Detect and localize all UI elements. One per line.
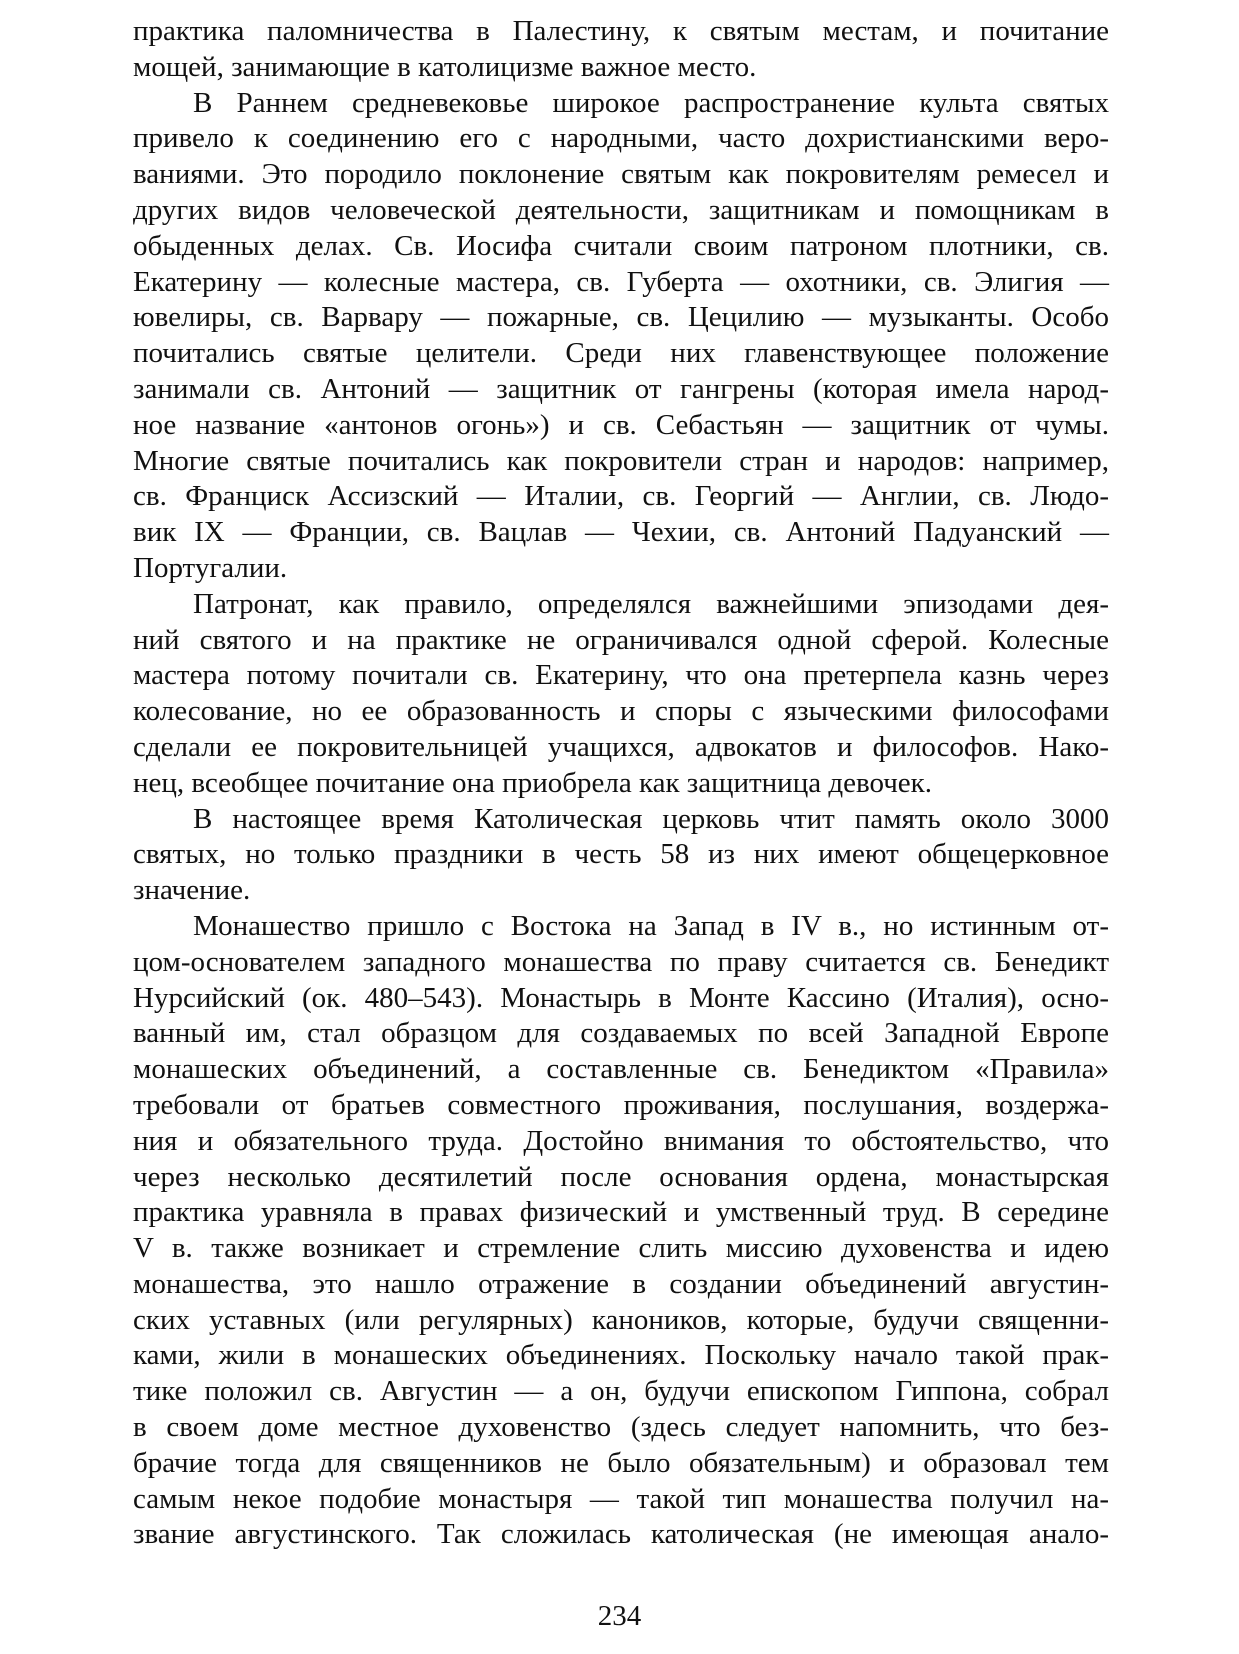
text-line: святых, но только праздники в честь 58 из них имеют общецерковное <box>133 838 1109 871</box>
text-line: Нурсийский (ок. 480–543). Монастырь в Монте Кассино (Италия), осно- <box>133 981 1109 1014</box>
text-line: требовали от братьев совместного проживания, послушания, воздержа- <box>133 1088 1109 1121</box>
text-line: Многие святые почитались как покровители стран и народов: например, <box>133 444 1109 477</box>
text-line: Португалии. <box>133 551 288 584</box>
text-line: Екатерину — колесные мастера, св. Губерта — охотники, св. Элигия — <box>133 265 1109 298</box>
text-line: через несколько десятилетий после основания ордена, монастырская <box>133 1160 1109 1193</box>
text-line: цом-основателем западного монашества по праву считается св. Бенедикт <box>133 945 1109 978</box>
text-line: ских уставных (или регулярных) каноников, которые, будучи священни- <box>133 1303 1109 1336</box>
text-line: ванный им, стал образцом для создаваемых по всей Западной Европе <box>133 1017 1109 1050</box>
text-line: Патронат, как правило, определялся важнейшими эпизодами дея- <box>193 587 1109 620</box>
text-line: вик IX — Франции, св. Вацлав — Чехии, св. Антоний Падуанский — <box>133 516 1109 549</box>
text-line: ювелиры, св. Варвару — пожарные, св. Цецилию — музыканты. Особо <box>133 301 1109 334</box>
text-line: самым некое подобие монастыря — такой тип монашества получил на- <box>133 1482 1109 1515</box>
text-line: Монашество пришло с Востока на Запад в IV в., но истинным от- <box>193 909 1109 942</box>
body-text <box>133 14 1109 1553</box>
text-line: тике положил св. Августин — а он, будучи епископом Гиппона, собрал <box>133 1375 1109 1408</box>
text-line: В Раннем средневековье широкое распространение культа святых <box>193 86 1109 119</box>
text-line: обыденных делах. Св. Иосифа считали своим патроном плотники, св. <box>133 229 1109 262</box>
text-line: почитались святые целители. Среди них главенствующее положение <box>133 337 1109 370</box>
text-line: занимали св. Антоний — защитник от гангрены (которая имела народ- <box>133 372 1109 405</box>
text-line: колесование, но ее образованность и споры с языческими философами <box>133 695 1109 728</box>
text-line: В настоящее время Католическая церковь чтит память около 3000 <box>193 802 1109 835</box>
text-line: брачие тогда для священников не было обязательным) и образовал тем <box>133 1446 1109 1479</box>
text-line: монашеских объединений, а составленные св. Бенедиктом «Правила» <box>133 1053 1109 1086</box>
text-line: ное название «антонов огонь») и св. Себастьян — защитник от чумы. <box>133 408 1109 441</box>
text-line: значение. <box>133 874 251 907</box>
text-line: практика уравняла в правах физический и умственный труд. В середине <box>133 1196 1109 1229</box>
text-line: нец, всеобщее почитание она приобрела как защитница девочек. <box>133 766 933 799</box>
text-line: мощей, занимающие в католицизме важное место. <box>133 50 757 83</box>
text-line: других видов человеческой деятельности, защитникам и помощникам в <box>133 193 1109 226</box>
text-line: в своем доме местное духовенство (здесь следует напомнить, что без- <box>133 1411 1109 1444</box>
text-line: сделали ее покровительницей учащихся, адвокатов и философов. Нако- <box>133 730 1109 763</box>
text-line: мастера потому почитали св. Екатерину, что она претерпела казнь через <box>133 659 1109 692</box>
text-line: V в. также возникает и стремление слить миссию духовенства и идею <box>133 1232 1109 1265</box>
text-line: практика паломничества в Палестину, к святым местам, и почитание <box>133 15 1109 47</box>
text-line: ваниями. Это породило поклонение святым как покровителям ремесел и <box>133 158 1109 191</box>
text-line: звание августинского. Так сложилась католическая (не имеющая анало- <box>133 1518 1109 1551</box>
text-line: привело к соединению его с народными, часто дохристианскими веро- <box>133 122 1109 155</box>
text-line: св. Франциск Ассизский — Италии, св. Георгий — Англии, св. Людо- <box>133 480 1109 513</box>
page-number: 234 <box>597 1600 642 1632</box>
text-line: монашества, это нашло отражение в создании объединений августин- <box>133 1267 1109 1300</box>
text-line: ний святого и на практике не ограничивался одной сферой. Колесные <box>133 623 1109 656</box>
text-line: ками, жили в монашеских объединениях. Поскольку начало такой прак- <box>133 1339 1109 1372</box>
text-line: ния и обязательного труда. Достойно внимания то обстоятельство, что <box>133 1124 1109 1157</box>
